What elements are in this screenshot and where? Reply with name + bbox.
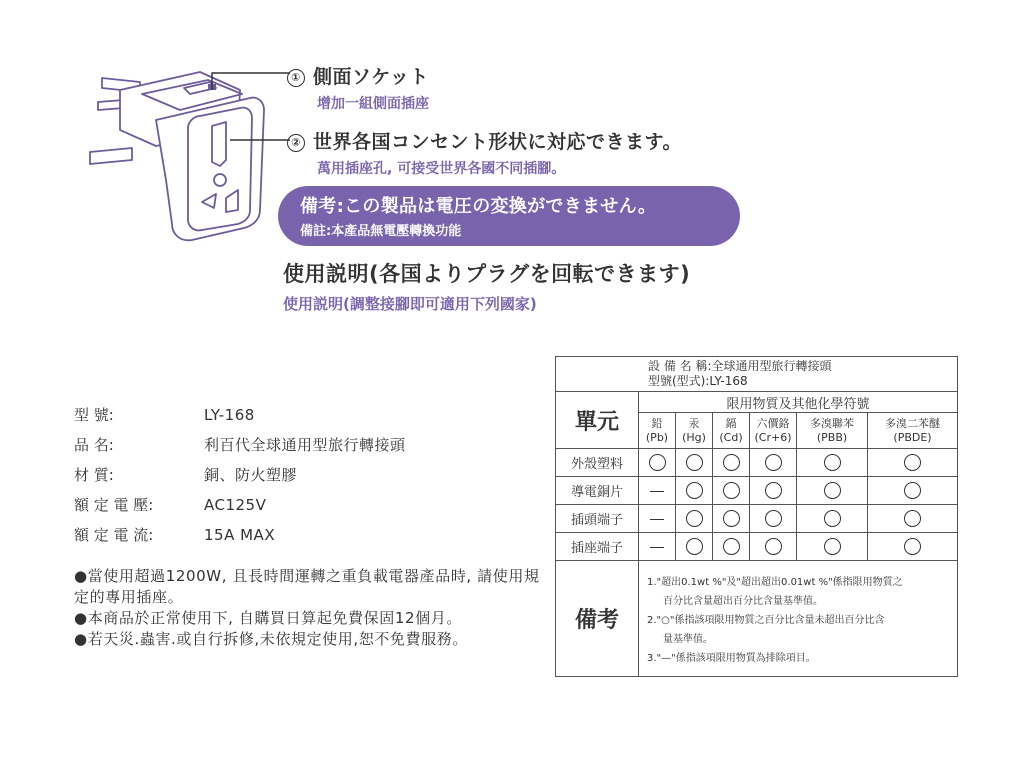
remarks-text: 1."超出0.1wt %"及"超出超出0.01wt %"係指限用物質之 百分比含量超出百分比含量基準值。 2."○"係指該項限用物質之百分比含量未超出百分比含 量基準值。 3."—"係指該項限用物質為排除項目。 (639, 561, 958, 677)
callout-1 (287, 62, 429, 113)
spec-key: 額 定 電 壓: (74, 496, 154, 514)
spec-model (74, 404, 255, 425)
notice-item: ●若天災.蟲害.或自行拆修,未依規定使用,恕不免費服務。 (74, 630, 468, 648)
dash-mark-icon (650, 547, 664, 548)
spec-value: 15A MAX (204, 526, 276, 544)
mark-cell (750, 505, 797, 533)
mark-cell (868, 533, 958, 561)
mark-cell (713, 477, 750, 505)
mark-cell (750, 477, 797, 505)
spec-key: 材 質: (74, 466, 114, 484)
circle-mark-icon (723, 538, 740, 555)
mark-cell (639, 533, 676, 561)
note-zh: 備註:本產品無電壓轉換功能 (300, 224, 462, 239)
circle-mark-icon (686, 538, 703, 555)
spec-value: 銅、防火塑膠 (204, 466, 298, 484)
callout-2-zh: 萬用插座孔, 可接受世界各國不同插腳。 (317, 161, 566, 177)
mark-cell (676, 533, 713, 561)
unit-cell: 插頭端子 (556, 505, 639, 533)
equipment-name: 設 備 名 稱:全球通用型旅行轉接頭 (648, 359, 832, 373)
circle-mark-icon (723, 510, 740, 527)
rohs-header (556, 357, 958, 392)
spec-key: 型 號: (74, 406, 114, 424)
usage-title-jp: 使用説明(各国よりプラグを回転できます) (283, 262, 691, 286)
voltage-note-banner (278, 186, 740, 246)
mark-cell (713, 505, 750, 533)
mark-cell (797, 533, 868, 561)
dash-mark-icon (650, 491, 664, 492)
circle-mark-icon (649, 454, 666, 471)
circle-mark-icon (904, 538, 921, 555)
callout-2 (287, 127, 682, 178)
callout-lines (200, 60, 300, 160)
substance-col: 鉛 (Pb) (639, 413, 676, 449)
substance-col: 六價鉻 (Cr+6) (750, 413, 797, 449)
mark-cell (639, 449, 676, 477)
mark-cell (868, 477, 958, 505)
mark-cell (639, 477, 676, 505)
callout-number-2: ② (287, 134, 305, 152)
spec-key: 品 名: (74, 436, 114, 454)
remarks-label: 備考 (556, 561, 639, 677)
substance-col: 鎘 (Cd) (713, 413, 750, 449)
circle-mark-icon (765, 482, 782, 499)
mark-cell (676, 449, 713, 477)
mark-cell (797, 505, 868, 533)
unit-cell: 插座端子 (556, 533, 639, 561)
spec-value: 利百代全球通用型旅行轉接頭 (204, 436, 406, 454)
table-row (556, 533, 958, 561)
circle-mark-icon (824, 510, 841, 527)
spec-key: 額 定 電 流: (74, 526, 154, 544)
circle-mark-icon (904, 482, 921, 499)
unit-cell: 外殼塑料 (556, 449, 639, 477)
spec-value: AC125V (204, 496, 267, 514)
mark-cell (750, 533, 797, 561)
circle-mark-icon (686, 482, 703, 499)
callout-1-zh: 增加一組側面插座 (317, 96, 429, 112)
circle-mark-icon (765, 454, 782, 471)
substance-col: 多溴聯苯 (PBB) (797, 413, 868, 449)
circle-mark-icon (765, 538, 782, 555)
circle-mark-icon (765, 510, 782, 527)
mark-cell (639, 505, 676, 533)
unit-header: 單元 (556, 392, 639, 449)
notice-item: ●本商品於正常使用下, 自購買日算起免費保固12個月。 (74, 609, 462, 627)
circle-mark-icon (904, 454, 921, 471)
usage-title-zh: 使用説明(調整接腳即可適用下列國家) (283, 295, 537, 313)
substance-col: 汞 (Hg) (676, 413, 713, 449)
mark-cell (868, 505, 958, 533)
spec-current (74, 524, 275, 545)
unit-cell: 導電銅片 (556, 477, 639, 505)
equipment-model: 型號(型式):LY-168 (648, 374, 748, 388)
limited-substances-header: 限用物質及其他化學符號 (639, 392, 958, 413)
dash-mark-icon (650, 519, 664, 520)
callout-2-jp: 世界各国コンセント形状に対応できます。 (313, 131, 682, 153)
circle-mark-icon (824, 454, 841, 471)
substance-col: 多溴二苯醚 (PBDE) (868, 413, 958, 449)
spec-value: LY-168 (204, 406, 255, 424)
mark-cell (750, 449, 797, 477)
note-jp: 備考:この製品は電圧の変換ができません。 (300, 196, 657, 217)
mark-cell (797, 477, 868, 505)
table-row (556, 505, 958, 533)
circle-mark-icon (723, 482, 740, 499)
circle-mark-icon (686, 454, 703, 471)
mark-cell (713, 449, 750, 477)
rohs-table (555, 356, 958, 677)
circle-mark-icon (824, 482, 841, 499)
circle-mark-icon (686, 510, 703, 527)
callout-1-jp: 側面ソケット (313, 66, 429, 88)
mark-cell (676, 477, 713, 505)
table-row (556, 477, 958, 505)
notice-item: ●當使用超過1200W, 且長時間運轉之重負載電器產品時, 請使用規定的專用插座。 (74, 567, 540, 606)
circle-mark-icon (723, 454, 740, 471)
mark-cell (676, 505, 713, 533)
circle-mark-icon (904, 510, 921, 527)
circle-mark-icon (824, 538, 841, 555)
mark-cell (868, 449, 958, 477)
mark-cell (797, 449, 868, 477)
notice-list (74, 566, 544, 650)
spec-name (74, 434, 406, 455)
spec-voltage (74, 494, 266, 515)
callout-number-1: ① (287, 69, 305, 87)
spec-material (74, 464, 297, 485)
table-row (556, 449, 958, 477)
mark-cell (713, 533, 750, 561)
